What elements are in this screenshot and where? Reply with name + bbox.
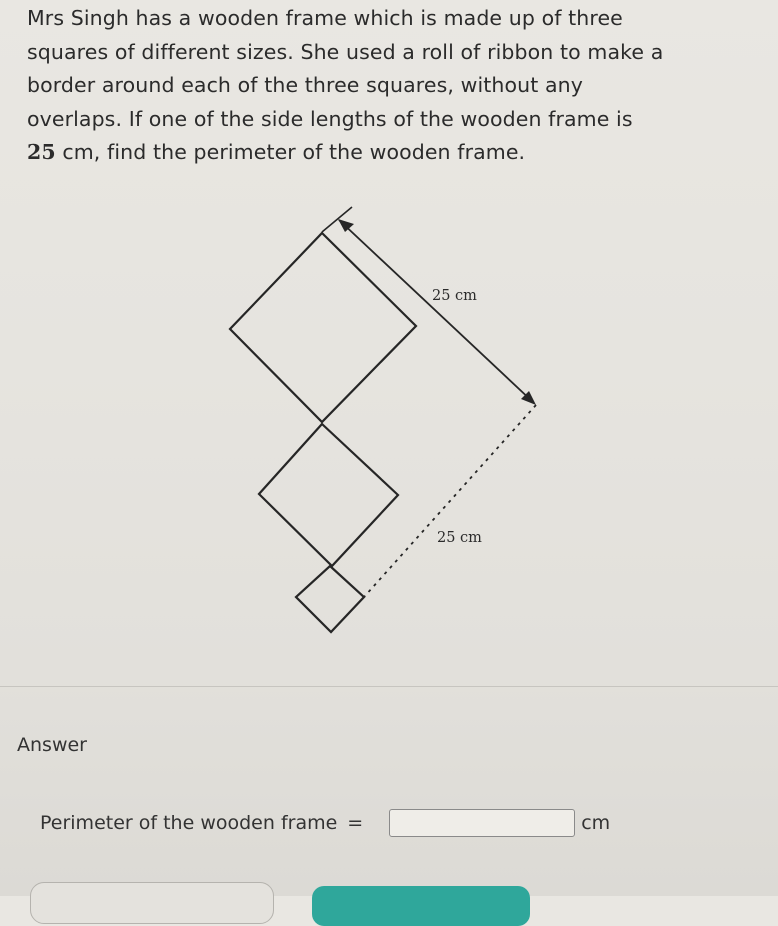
answer-label: Answer [17,734,87,756]
side-length-number: 25 [27,140,56,164]
secondary-button[interactable] [30,882,274,924]
label-top-25cm: 25 cm [432,288,477,304]
large-square [230,233,416,422]
bottom-dimension-dashed-line [364,405,536,597]
medium-square [259,424,398,566]
question-line-2: squares of different sizes. She used a roll of ribbon to make a [27,39,664,64]
equals-sign: = [347,812,364,834]
question-line-3: border around each of the three squares, without any [27,73,583,97]
small-square [296,566,364,632]
top-arrowhead-up [338,219,354,232]
question-line-1: Mrs Singh has a wooden frame which is made up of three [27,6,623,30]
section-divider [0,686,778,687]
label-bottom-25cm: 25 cm [437,530,482,546]
question-line-5-text: cm, find the perimeter of the wooden frame. [55,140,526,164]
question-line-4: overlaps. If one of the side lengths of the wooden frame is [27,106,633,131]
primary-button[interactable] [312,886,530,926]
perimeter-answer-input[interactable] [389,809,575,837]
answer-row [40,809,610,837]
answer-unit: cm [581,812,611,834]
answer-prompt: Perimeter of the wooden frame [40,812,338,834]
